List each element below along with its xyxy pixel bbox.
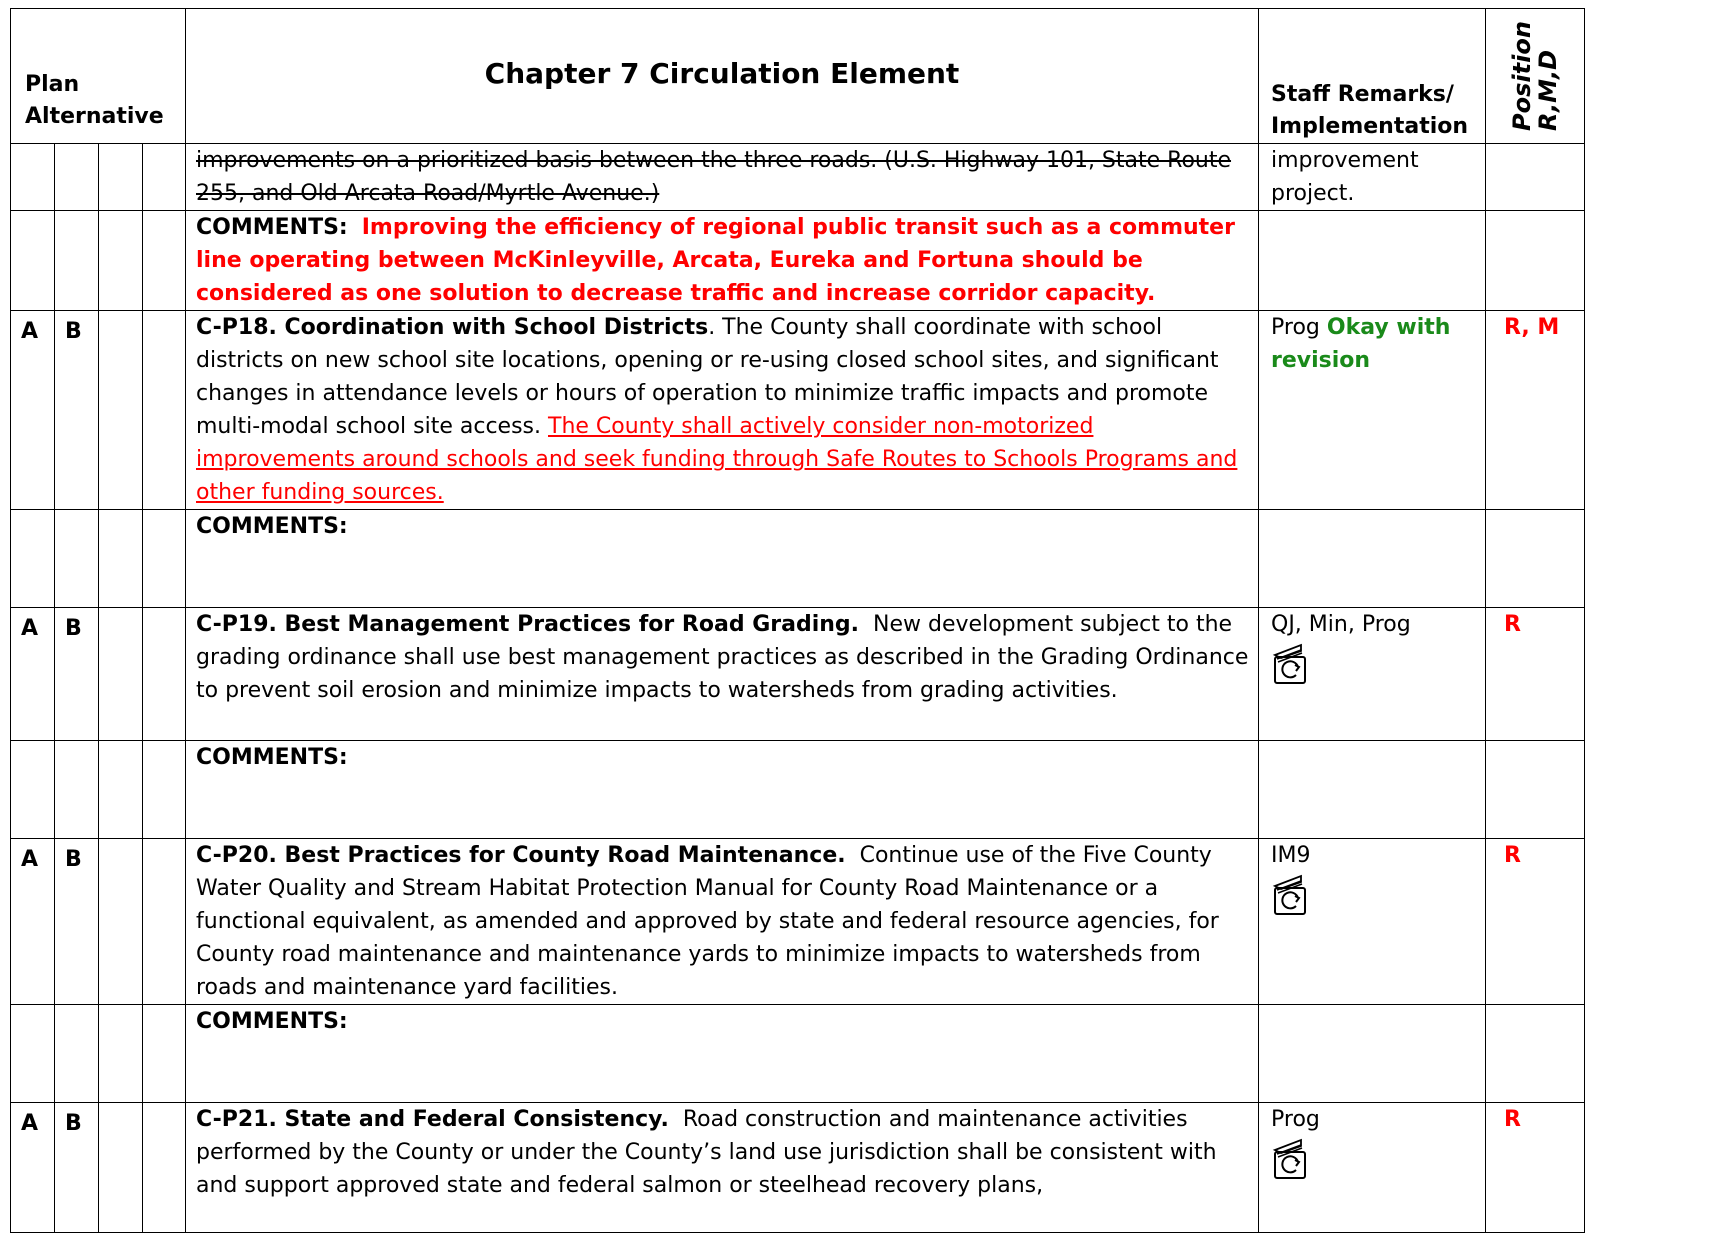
policy-title: C-P20. Best Practices for County Road Maintenance.: [196, 843, 846, 868]
position-value: R: [1486, 608, 1585, 741]
alternative-a: A: [11, 839, 55, 1005]
policy-row-c-p18: [11, 311, 1585, 510]
plan-header-line1: Plan: [25, 72, 80, 97]
comment-text: Improving the efficiency of regional public transit such as a commuter line operating between McKinleyville, Arcata, Eureka and Fortuna should be considered as one solution to decrease traffic and increase corridor capacity.: [196, 215, 1235, 306]
comment-row: [11, 1005, 1585, 1103]
comment-label: COMMENTS:: [196, 514, 348, 539]
policy-body: Road construction and maintenance activities performed by the County or under the County’s land use jurisdiction shall be consistent with and support approved state and federal salmon or steelhead recovery plans,: [196, 1107, 1217, 1198]
position-header-line1: Position: [1508, 21, 1536, 131]
policy-table: [10, 8, 1585, 1233]
staff-remarks-header: [1259, 9, 1486, 144]
comment-label: COMMENTS:: [196, 215, 348, 240]
position-value: R: [1486, 839, 1585, 1005]
position-value: R, M: [1486, 311, 1585, 510]
policy-title: C-P21. State and Federal Consistency.: [196, 1107, 669, 1132]
position-header: [1486, 9, 1585, 144]
alternative-a: A: [11, 311, 55, 510]
position-value: R: [1486, 1103, 1585, 1233]
policy-row-c-p20: [11, 839, 1585, 1005]
book-recycle-icon: [1271, 874, 1311, 916]
staff-status: Okay with revision: [1271, 315, 1451, 373]
alternative-b: B: [55, 608, 99, 741]
plan-header-line2: Alternative: [25, 104, 164, 129]
staff-remark: QJ, Min, Prog: [1259, 608, 1486, 741]
policy-row-c-p19: [11, 608, 1585, 741]
policy-title: C-P18. Coordination with School Districts: [196, 315, 709, 340]
book-recycle-icon: [1271, 1138, 1311, 1180]
policy-row-c-p21: [11, 1103, 1585, 1233]
comment-label: COMMENTS:: [196, 745, 348, 770]
policy-body: Continue use of the Five County Water Quality and Stream Habitat Protection Manual for County Road Maintenance or a functional equivalent, as amended and approved by state and federal resource agencies, for County road maintenance and maintenance yards to minimize impacts to watersheds from roads and maintenance yard facilities.: [196, 843, 1219, 1000]
alternative-b: B: [55, 839, 99, 1005]
staff-header-line2: Implementation: [1271, 114, 1469, 139]
position-header-line2: R,M,D: [1534, 49, 1562, 131]
staff-remark: IM9: [1259, 839, 1486, 1005]
plan-alternative-header: [11, 9, 186, 144]
policy-text: [186, 608, 1259, 741]
staff-remark: Prog: [1259, 1103, 1486, 1233]
comment-cell: [186, 741, 1259, 839]
chapter-title: Chapter 7 Circulation Element: [186, 9, 1259, 144]
alternative-b: B: [55, 311, 99, 510]
comment-cell: [186, 211, 1259, 311]
policy-text: [186, 311, 1259, 510]
policy-body: . The County shall coordinate with school districts on new school site locations, opening or re-using closed school sites, and significant changes in attendance levels or hours of operation to minimize traffic impacts and promote multi-modal school site access.: [196, 315, 1219, 439]
policy-title: C-P19. Best Management Practices for Road Grading.: [196, 612, 860, 637]
staff-header-line1: Staff Remarks/: [1271, 82, 1454, 107]
policy-text-deleted: improvements on a prioritized basis between the three roads. (U.S. Highway 101, State Route 255, and Old Arcata Road/Myrtle Avenue.): [186, 144, 1259, 211]
staff-remark: improvement project.: [1259, 144, 1486, 211]
comment-row: [11, 211, 1585, 311]
comment-row: [11, 510, 1585, 608]
policy-body: New development subject to the grading ordinance shall use best management practices as described in the Grading Ordinance to prevent soil erosion and minimize impacts to watersheds from grading activities.: [196, 612, 1249, 703]
policy-text: [186, 839, 1259, 1005]
alternative-a: A: [11, 608, 55, 741]
comment-row: [11, 741, 1585, 839]
comment-label: COMMENTS:: [196, 1009, 348, 1034]
alternative-a: A: [11, 1103, 55, 1233]
comment-cell: [186, 1005, 1259, 1103]
policy-text: [186, 1103, 1259, 1233]
comment-cell: [186, 510, 1259, 608]
staff-remark: Prog Okay with revision: [1259, 311, 1486, 510]
policy-added-text: The County shall actively consider non-motorized improvements around schools and seek funding through Safe Routes to Schools Programs and other funding sources.: [196, 414, 1238, 505]
header-row: [11, 9, 1585, 144]
table-row: [11, 144, 1585, 211]
alternative-b: B: [55, 1103, 99, 1233]
book-recycle-icon: [1271, 643, 1311, 685]
